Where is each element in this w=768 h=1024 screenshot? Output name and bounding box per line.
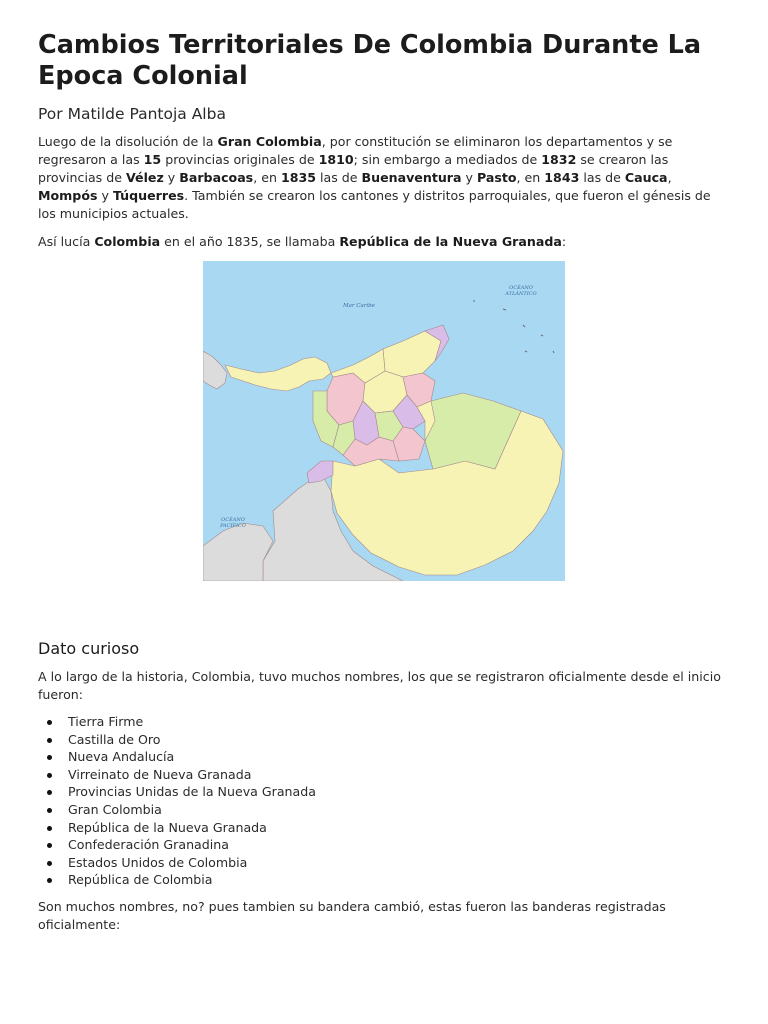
list-item-label: Virreinato de Nueva Granada <box>68 766 252 782</box>
list-item <box>38 731 730 749</box>
map-label-atlantico-2: ATLÁNTICO <box>505 291 537 297</box>
names-list <box>38 713 730 889</box>
bullet-icon <box>47 861 52 866</box>
list-item <box>38 801 730 819</box>
list-item-label: Tierra Firme <box>68 714 144 729</box>
map-label-pacifico-2: PACÍFICO <box>220 523 246 529</box>
section-heading: Dato curioso <box>38 639 140 658</box>
bullet-icon <box>47 843 52 848</box>
list-item-label: Estados Unidos de Colombia <box>68 854 248 870</box>
list-item <box>38 836 730 854</box>
final-paragraph: Son muchos nombres, no? pues tambien su bandera cambió, estas fueron las banderas registradas oficialmente: <box>38 898 666 932</box>
map-label-pacifico-1: OCÉANO <box>221 517 245 523</box>
map-caption-paragraph: Así lucía Colombia en el año 1835, se llamaba República de la Nueva Granada: <box>38 234 567 249</box>
map-image <box>203 261 565 581</box>
page-title: Cambios Territoriales De Colombia Durante La Epoca Colonial <box>38 30 702 91</box>
curio-paragraph: A lo largo de la historia, Colombia, tuvo muchos nombres, los que se registraron oficialmente desde el inicio fueron: <box>38 669 721 702</box>
list-item <box>38 819 730 837</box>
map-label-caribe: Mar Caribe <box>343 303 375 309</box>
bullet-icon <box>47 720 52 725</box>
list-item-label: República de la Nueva Granada <box>68 819 267 835</box>
bullet-icon <box>47 755 52 760</box>
list-item <box>38 871 730 889</box>
list-item-label: Provincias Unidas de la Nueva Granada <box>68 784 316 800</box>
intro-paragraph: Luego de la disolución de la Gran Colombia, por constitución se eliminaron los departamentos y se regresaron a las 15 provincias originales de 1810; sin embargo a mediados de 1832 se crearon las provincias de Vélez y Barbacoas, en 1835 las de Buenaventura y Pasto, en 1843 las de Cauca, Mompós y Túquerres. También se crearon los cantones y distritos parroquiales, que fueron el génesis de los municipios actuales. <box>38 134 711 221</box>
list-item <box>38 713 730 731</box>
nueva-granada-map <box>203 261 565 581</box>
bullet-icon <box>47 773 52 778</box>
list-item-label: República de Colombia <box>68 872 213 888</box>
bullet-icon <box>47 738 52 743</box>
list-item <box>38 783 730 801</box>
bullet-icon <box>47 808 52 813</box>
list-item <box>38 766 730 784</box>
map-label-atlantico-1: OCÉANO <box>509 285 533 291</box>
author-byline: Por Matilde Pantoja Alba <box>38 105 226 123</box>
bullet-icon <box>47 878 52 883</box>
bullet-icon <box>47 826 52 831</box>
list-item-label: Nueva Andalucía <box>68 749 175 765</box>
bullet-icon <box>47 790 52 795</box>
list-item-label: Castilla de Oro <box>68 731 161 747</box>
list-item <box>38 854 730 872</box>
list-item <box>38 748 730 766</box>
list-item-label: Confederación Granadina <box>68 837 229 853</box>
list-item-label: Gran Colombia <box>68 801 162 817</box>
